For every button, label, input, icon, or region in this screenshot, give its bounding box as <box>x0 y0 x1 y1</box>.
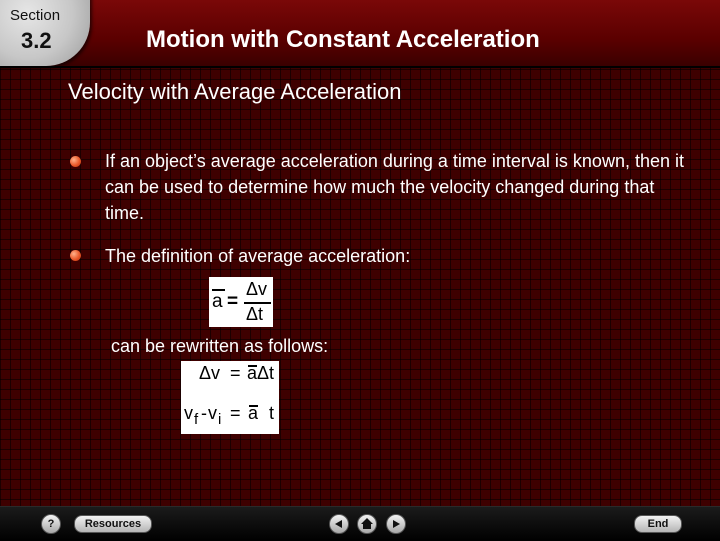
eq2-line1-dt: Δt <box>257 363 275 383</box>
bullet-dot-icon <box>70 156 81 167</box>
rewritten-equation <box>181 361 279 434</box>
eq2-vf: v <box>184 403 193 423</box>
eq2-line2-equals: = <box>230 403 241 423</box>
average-acceleration-equation <box>209 277 273 327</box>
eq2-line2-t: t <box>269 403 275 423</box>
left-arrow-icon <box>330 515 348 533</box>
eq2-line1-a: a <box>247 363 258 383</box>
slide-header <box>0 0 720 68</box>
bullet-dot-icon <box>70 250 81 261</box>
eq1-equals: = <box>227 291 239 312</box>
previous-button[interactable] <box>329 514 349 534</box>
eq2-vi: v <box>208 403 217 423</box>
eq2-f-subscript: f <box>194 411 199 428</box>
eq1-numerator: Δv <box>246 279 268 299</box>
eq1-denominator: Δt <box>246 304 264 324</box>
help-button[interactable] <box>41 514 61 534</box>
section-number: 3.2 <box>21 28 52 53</box>
home-button[interactable] <box>357 514 377 534</box>
section-label: Section <box>10 7 61 24</box>
rewrite-text: can be rewritten as follows: <box>111 336 329 356</box>
bullet-text-1: If an object’s average acceleration during a time interval is known, then it can be used to determine how much the velocity changed during that time. <box>105 151 684 223</box>
slide-subtitle: Velocity with Average Acceleration <box>68 79 402 104</box>
help-question-icon: ? <box>47 518 55 530</box>
eq2-minus: - <box>201 403 207 423</box>
right-arrow-icon <box>387 515 405 533</box>
navigation-bar <box>0 506 720 541</box>
eq1-lhs: a <box>212 291 223 312</box>
next-button[interactable] <box>386 514 406 534</box>
eq2-line1-equals: = <box>230 363 241 383</box>
resources-button[interactable]: Resources <box>74 515 152 533</box>
home-icon <box>358 515 376 533</box>
page-title: Motion with Constant Acceleration <box>146 26 540 53</box>
end-button[interactable]: End <box>634 515 682 533</box>
bullet-text-2: The definition of average acceleration: <box>105 246 411 266</box>
eq2-line1-lhs: Δv <box>199 363 221 383</box>
eq2-line2-a: a <box>248 403 259 423</box>
eq2-i-subscript: i <box>218 411 222 428</box>
